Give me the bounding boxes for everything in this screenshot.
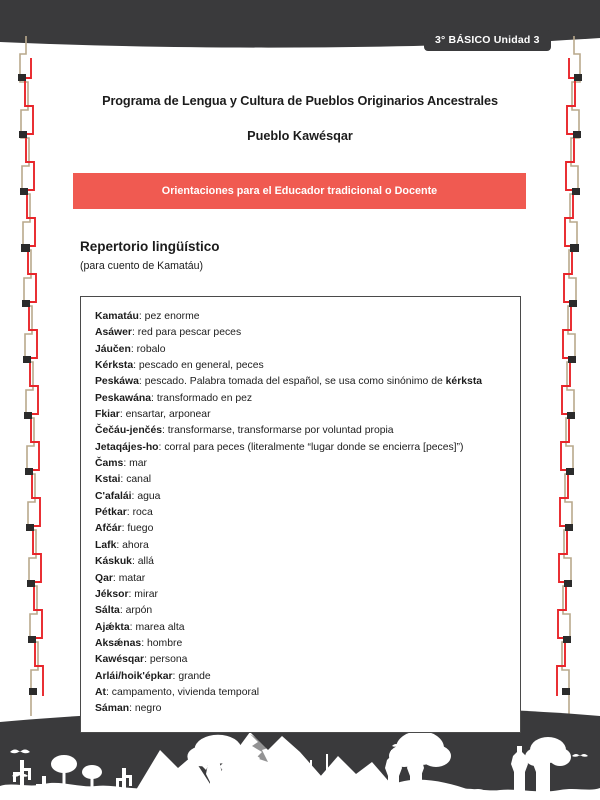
glossary-definition: mirar	[134, 588, 158, 600]
glossary-definition: matar	[118, 572, 146, 584]
glossary-definition: ensartar, arponear	[125, 409, 211, 421]
glossary-entry	[95, 309, 510, 325]
glossary-term: Kawésqar	[95, 654, 145, 666]
glossary-separator: :	[138, 376, 145, 388]
glossary-separator: :	[119, 409, 126, 421]
glossary-definition-emphasis: kérksta	[445, 376, 483, 388]
glossary-entry	[95, 374, 510, 390]
glossary-entry	[95, 538, 510, 554]
section-subheading: (para cuento de Kamatáu)	[80, 260, 204, 272]
document-content	[58, 60, 542, 733]
glossary-definition: allá	[137, 556, 154, 568]
glossary-entry	[95, 636, 510, 652]
glossary-entry	[95, 620, 510, 636]
glossary-entry	[95, 472, 510, 488]
glossary-term: Čams	[95, 458, 124, 470]
glossary-separator: :	[129, 703, 135, 715]
section-heading: Repertorio lingüístico	[80, 239, 220, 254]
glossary-term: Čečáu-jenčés	[95, 425, 162, 437]
orientation-banner	[73, 173, 526, 209]
glossary-term: Sáman	[95, 703, 130, 715]
glossary-entry	[95, 685, 510, 701]
glossary-entry	[95, 603, 510, 619]
glossary-definition: transformado en pez	[156, 392, 253, 404]
glossary-entry	[95, 554, 510, 570]
page-subtitle: Pueblo Kawésqar	[247, 129, 353, 143]
glossary-separator: :	[121, 523, 128, 535]
glossary-definition: pescado. Palabra tomada del español, se usa como sinónimo de	[144, 376, 446, 388]
zigzag-ornament-left	[4, 36, 50, 716]
glossary-entry	[95, 440, 510, 456]
glossary-list	[95, 309, 510, 718]
glossary-entry	[95, 701, 510, 717]
glossary-entry	[95, 652, 510, 668]
glossary-term: Arlái/hoik'épkar	[95, 670, 173, 682]
glossary-definition: negro	[134, 703, 162, 715]
zigzag-ornament-right	[550, 36, 596, 716]
glossary-term: Kérksta	[95, 360, 134, 372]
glossary-separator: :	[141, 637, 147, 649]
glossary-definition: red para pescar peces	[137, 327, 242, 339]
glossary-separator: :	[119, 605, 126, 617]
glossary-definition: arpón	[125, 605, 153, 617]
glossary-term: Káskuk	[95, 556, 132, 568]
glossary-term: Ajǽkta	[95, 621, 130, 633]
glossary-term: Jetaqájes-ho	[95, 441, 159, 453]
glossary-entry	[95, 358, 510, 374]
glossary-separator: :	[112, 572, 119, 584]
glossary-separator: :	[131, 490, 138, 502]
glossary-definition: mar	[129, 458, 147, 470]
glossary-separator: :	[123, 458, 130, 470]
glossary-definition: pescado en general, peces	[138, 360, 264, 372]
glossary-definition: campamento, vivienda temporal	[111, 686, 260, 698]
glossary-definition: corral para peces (literalmente “lugar donde se encierra [peces]”)	[164, 441, 464, 453]
glossary-entry	[95, 407, 510, 423]
glossary-separator: :	[129, 621, 136, 633]
glossary-separator: :	[120, 474, 127, 486]
glossary-term: Qar	[95, 572, 113, 584]
glossary-separator: :	[105, 686, 112, 698]
glossary-separator: :	[172, 670, 179, 682]
glossary-separator: :	[128, 588, 135, 600]
glossary-entry	[95, 571, 510, 587]
glossary-definition: robalo	[136, 343, 166, 355]
glossary-definition: grande	[178, 670, 211, 682]
glossary-entry	[95, 669, 510, 685]
glossary-entry	[95, 456, 510, 472]
glossary-term: Peskáwa	[95, 376, 139, 388]
unit-badge: 3° BÁSICO Unidad 3	[424, 30, 551, 51]
glossary-definition: hombre	[147, 637, 183, 649]
glossary-separator: :	[130, 343, 137, 355]
glossary-definition: persona	[149, 654, 188, 666]
glossary-box	[80, 296, 521, 733]
glossary-separator: :	[126, 507, 133, 519]
glossary-term: C'afalái	[95, 490, 132, 502]
glossary-term: Jáučen	[95, 343, 131, 355]
glossary-definition: transformarse, transformarse por voluntad propia	[167, 425, 394, 437]
glossary-entry	[95, 587, 510, 603]
glossary-term: Asáwer	[95, 327, 132, 339]
glossary-entry	[95, 489, 510, 505]
glossary-term: Jéksor	[95, 588, 129, 600]
glossary-entry	[95, 521, 510, 537]
page-title: Programa de Lengua y Cultura de Pueblos Originarios Ancestrales	[102, 94, 498, 108]
glossary-entry	[95, 391, 510, 407]
glossary-term: Kamatáu	[95, 311, 139, 322]
glossary-term: Sálta	[95, 605, 120, 617]
glossary-separator: :	[144, 654, 150, 666]
glossary-separator: :	[133, 360, 139, 372]
glossary-entry	[95, 505, 510, 521]
glossary-definition: pez enorme	[144, 311, 200, 322]
glossary-separator: :	[116, 539, 123, 551]
glossary-separator: :	[151, 392, 157, 404]
glossary-term: Lafk	[95, 539, 117, 551]
glossary-term: Fkiar	[95, 409, 120, 421]
glossary-term: Pétkar	[95, 507, 127, 519]
glossary-definition: marea alta	[135, 621, 185, 633]
glossary-term: Kstai	[95, 474, 121, 486]
glossary-separator: :	[131, 556, 138, 568]
glossary-definition: roca	[132, 507, 153, 519]
glossary-definition: fuego	[127, 523, 154, 535]
glossary-term: Peskawána	[95, 392, 152, 404]
glossary-separator: :	[158, 441, 165, 453]
glossary-term: At	[95, 686, 106, 698]
glossary-separator: :	[162, 425, 168, 437]
glossary-term: Aksǽnas	[95, 637, 142, 649]
glossary-definition: agua	[137, 490, 161, 502]
glossary-entry	[95, 342, 510, 358]
glossary-entry	[95, 423, 510, 439]
glossary-term: Afčár	[95, 523, 122, 535]
glossary-separator: :	[138, 311, 145, 322]
glossary-separator: :	[131, 327, 138, 339]
glossary-entry	[95, 325, 510, 341]
orientation-banner-text: Orientaciones para el Educador tradicional o Docente	[161, 185, 438, 197]
glossary-definition: canal	[126, 474, 152, 486]
glossary-definition: ahora	[122, 539, 149, 551]
